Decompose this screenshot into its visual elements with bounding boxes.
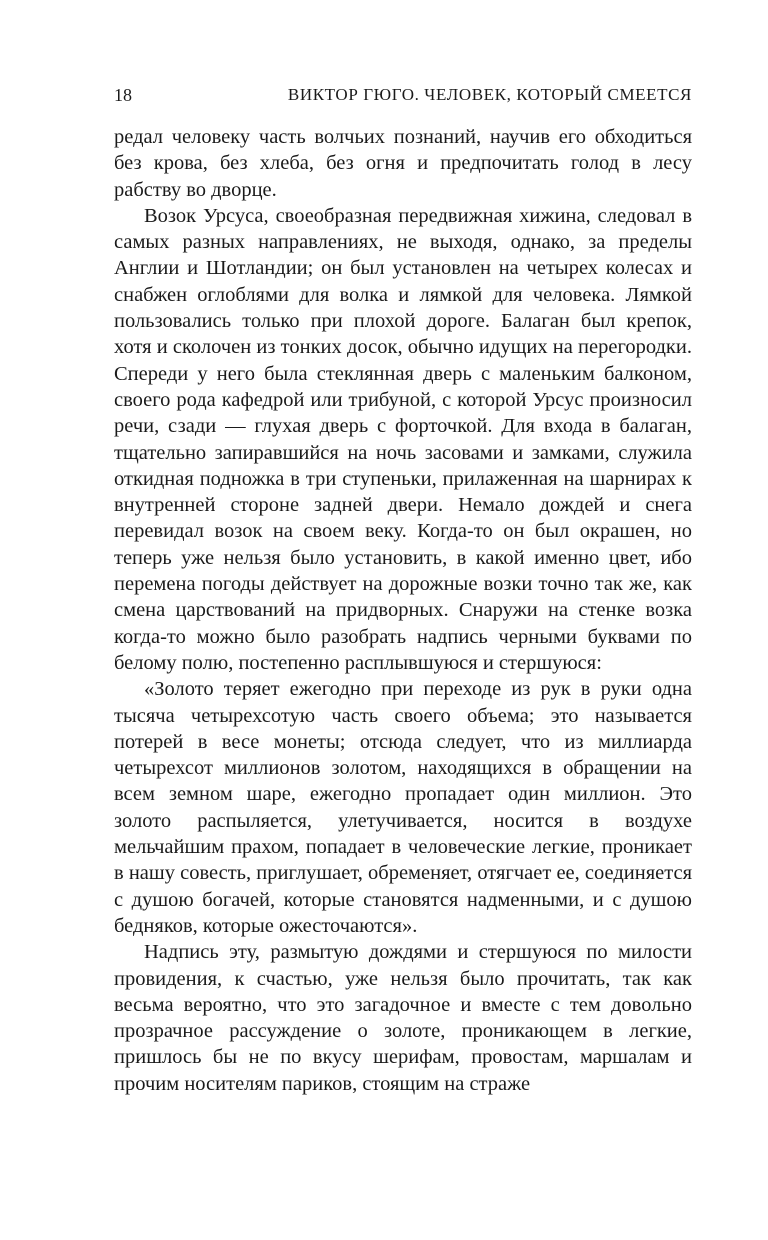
paragraph-gold-inscription: «Золото теряет ежегодно при переходе из рук в руки одна тысяча четырехсотую часть своего объема; это называется потерей в весе монеты; отсюда следует, что из миллиарда четырехсот миллионов золотом, находящихся в обращении на всем земном шаре, ежегодно пропадает один миллион. Это золото распыляется, улетучивается, носится в воздухе мельчайшим прахом, попадает в человеческие легкие, проникает в нашу совесть, приглушает, обременяет, отягчает ее, соединяется с душою богачей, которые становятся надменными, и с душою бедняков, которые ожесточаются». [114, 678, 692, 937]
paragraph-continuation: редал человеку часть волчьих познаний, научив его обходиться без крова, без хлеба, без огня и предпочитать голод в лесу рабству во дворце. [114, 126, 692, 201]
book-title-header: ВИКТОР ГЮГО. ЧЕЛОВЕК, КОТОРЫЙ СМЕЕТСЯ [287, 85, 692, 104]
running-header [114, 80, 692, 110]
paragraph-inscription-faded: Надпись эту, размытую дождями и стершуюся по милости провидения, к счастью, уже нельзя было прочитать, так как весьма вероятно, что это загадочное и вместе с тем довольно прозрачное рассуждение о золоте, проникающем в легкие, пришлось бы не по вкусу шерифам, провостам, маршалам и прочим носителям париков, стоящим на страже [114, 941, 692, 1095]
paragraph-wagon-description: Возок Урсуса, своеобразная передвижная хижина, следовал в самых разных направлениях, не выходя, однако, за пределы Англии и Шотландии; он был установлен на четырех колесах и снабжен оглоблями для волка и лямкой для человека. Лямкой пользовались только при плохой дороге. Балаган был крепок, хотя и сколочен из тонких досок, обычно идущих на перегородки. Спереди у него была стеклянная дверь с маленьким балконом, своего рода кафедрой или трибуной, с которой Урсус произносил речи, сзади — глухая дверь с форточкой. Для входа в балаган, тщательно запиравшийся на ночь засовами и замками, служила откидная подножка в три ступеньки, прилаженная на шарнирах к внутренней стороне задней двери. Немало дождей и снега перевидал возок на своем веку. Когда-то он был окрашен, но теперь уже нельзя было установить, в какой именно цвет, ибо перемена погоды действует на дорожные возки точно так же, как смена царствований на придворных. Снаружи на стенке возка когда-то можно было разобрать надпись черными буквами по белому полю, постепенно расплывшуюся и стершуюся: [114, 204, 692, 674]
page-number: 18 [114, 85, 132, 105]
body-text [114, 124, 692, 1097]
book-page [114, 80, 692, 1097]
